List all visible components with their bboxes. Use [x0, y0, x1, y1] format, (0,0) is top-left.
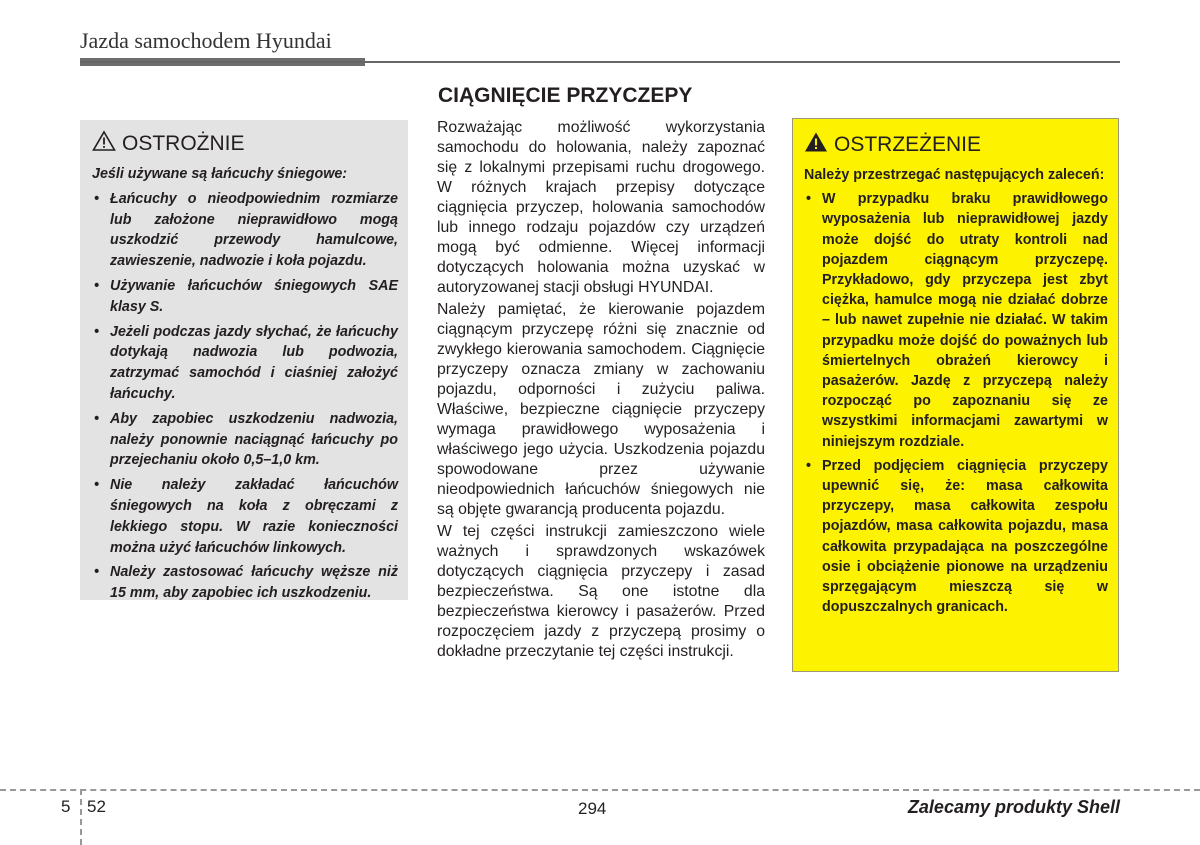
caution-item: • Używanie łańcuchów śniegowych SAE klasy S.: [92, 276, 398, 318]
warning-triangle-outline-icon: [92, 130, 116, 158]
header-rule: [80, 61, 1120, 63]
caution-box: [80, 120, 408, 600]
caution-list: [92, 189, 398, 604]
section-heading: CIĄGNIĘCIE PRZYCZEPY: [438, 84, 693, 107]
footer-vertical-rule: [80, 789, 82, 845]
footer-right-text: Zalecamy produkty Shell: [907, 797, 1120, 817]
caution-title: OSTROŻNIE: [122, 132, 245, 155]
caution-title-row: [92, 130, 398, 158]
warning-intro: Należy przestrzegać następujących zaleceń:: [804, 167, 1105, 183]
warning-item: • Przed podjęciem ciągnięcia przyczepy upewnić się, że: masa całkowita przyczepy, masa całkowita zespołu pojazdów, masa całkowita pojazdu, masa całkowita przypadająca na poszczególne osie i obciążenie pionowe na urządzeniu sprzęgającym mieszczą się w dopuszczalnych granicach.: [804, 456, 1108, 618]
caution-item: • Jeżeli podczas jazdy słychać, że łańcuchy dotykają nadwozia lub podwozia, zatrzymać samochód i ciaśniej założyć łańcuchy.: [92, 322, 398, 405]
body-paragraph: Rozważając możliwość wykorzystania samochodu do holowania, należy zapoznać się z lokalnymi przepisami ruchu drogowego. W różnych krajach przepisy dotyczące ciągnięcia przyczep, holowania samochodów lub innego rodzaju pojazdów czy urządzeń mogą być odmienne. Więcej informacji dotyczących holowania można uzyskać w autoryzowanej stacji obsługi HYUNDAI.: [437, 119, 765, 296]
caution-intro: Jeśli używane są łańcuchy śniegowe:: [92, 166, 348, 182]
caution-item: • Należy zastosować łańcuchy węższe niż 15 mm, aby zapobiec ich uszkodzeniu.: [92, 562, 398, 604]
footer-rule: [0, 789, 1200, 791]
header-title: Jazda samochodem Hyundai: [80, 28, 332, 53]
warning-title: OSTRZEŻENIE: [834, 133, 982, 156]
footer-center-number: 294: [578, 799, 607, 818]
warning-list: [804, 189, 1108, 617]
warning-box: [792, 118, 1119, 672]
body-paragraph: Należy pamiętać, że kierowanie pojazdem ciągnącym przyczepę różni się znacznie od zwykłego kierowania samochodem. Ciągnięcie przyczepy oznacza zmiany w zachowaniu pojazdu, odporności i zużyciu paliwa. Właściwe, bezpieczne ciągnięcie przyczepy wymaga prawidłowego wyposażenia i właściwego jego użycia. Uszkodzenia pojazdu spowodowane przez używanie nieodpowiednich łańcuchów śniegowych nie są objęte gwarancją producenta pojazdu.: [437, 301, 765, 518]
body-text: [437, 118, 765, 664]
caution-item: • Nie należy zakładać łańcuchów śniegowych na koła z obręczami z lekkiego stopu. W razie konieczności można użyć łańcuchów linkowych.: [92, 475, 398, 558]
body-paragraph: W tej części instrukcji zamieszczono wiele ważnych i sprawdzonych wskazówek dotyczących ciągnięcia przyczepy i zasad bezpieczeństwa. Są one istotne dla bezpieczeństwa kierowcy i pasażerów. Przed rozpoczęciem jazdy z przyczepą prosimy o dokładne przeczytanie tej części instrukcji.: [437, 523, 765, 660]
chapter-number: 5: [61, 797, 71, 816]
page-number: 52: [87, 797, 106, 816]
warning-item: • W przypadku braku prawidłowego wyposażenia lub nieprawidłowej jazdy może dojść do utraty kontroli nad pojazdem ciągnącym przyczepę. Przykładowo, gdy przyczepa jest zbyt ciężka, hamulce mogą nie działać dobrze – lub nawet zupełnie nie działać. W takim przypadku może dojść do poważnych lub śmiertelnych obrażeń kierowcy i pasażerów. Jazdę z przyczepą należy rozpocząć po zapoznaniu się ze wszystkimi informacjami zawartymi w niniejszym rozdziale.: [804, 189, 1108, 452]
caution-item: • Aby zapobiec uszkodzeniu nadwozia, należy ponownie naciągnąć łańcuchy po przejechaniu około 0,5–1,0 km.: [92, 409, 398, 471]
warning-triangle-filled-icon: [804, 131, 828, 159]
caution-item: • Łańcuchy o nieodpowiednim rozmiarze lub założone nieprawidłowo mogą uszkodzić przewody hamulcowe, zawieszenie, nadwozie i koła pojazdu.: [92, 189, 398, 272]
warning-title-row: [804, 131, 1108, 159]
